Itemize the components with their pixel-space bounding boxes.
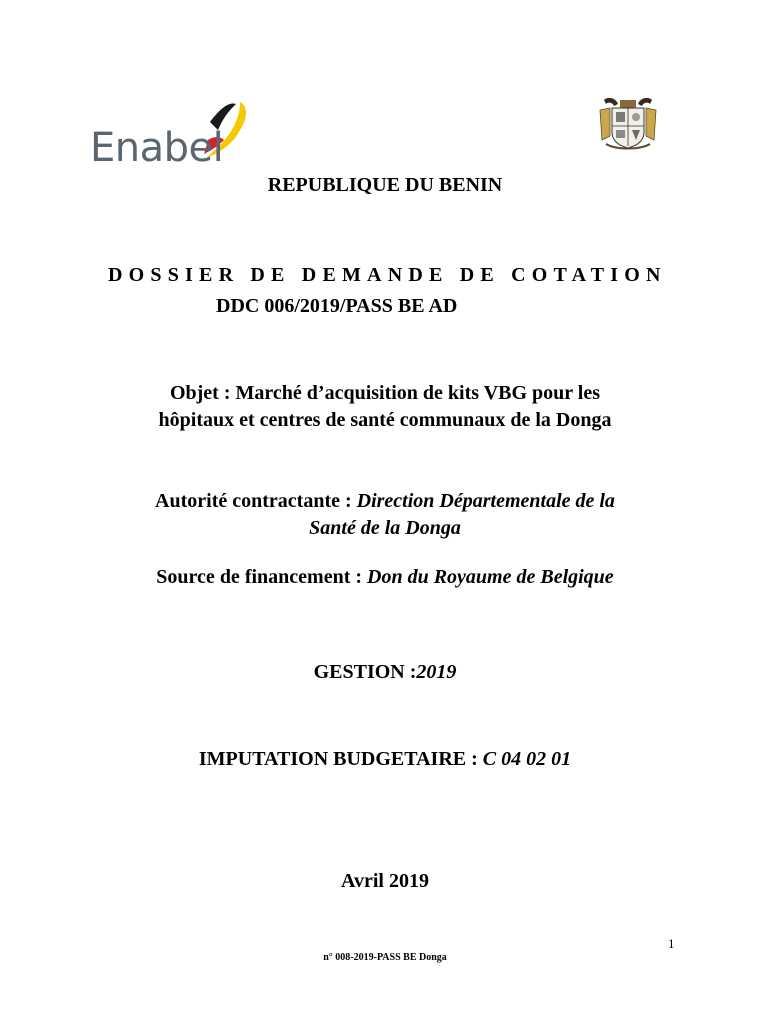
imputation-value: C 04 02 01 bbox=[482, 748, 572, 770]
enabel-wordmark: Enabel bbox=[90, 125, 224, 171]
autorite-line-1 bbox=[0, 488, 770, 515]
dossier-title: DOSSIER DE DEMANDE DE COTATION bbox=[108, 264, 667, 286]
gestion-value: 2019 bbox=[416, 661, 457, 683]
objet-line-1 bbox=[0, 380, 770, 407]
page-number: 1 bbox=[668, 936, 675, 951]
imputation-block bbox=[0, 748, 770, 771]
benin-coat-of-arms-icon bbox=[596, 96, 660, 152]
gestion-label: GESTION : bbox=[313, 661, 417, 683]
source-label: Source de financement : bbox=[156, 566, 368, 588]
autorite-value-line-1: Direction Départementale de la bbox=[356, 490, 615, 512]
objet-value-line-2: hôpitaux et centres de santé communaux de la Donga bbox=[158, 409, 612, 431]
enabel-logo bbox=[90, 100, 260, 170]
autorite-label: Autorité contractante : bbox=[155, 490, 357, 512]
source-block bbox=[0, 566, 770, 589]
imputation-label: IMPUTATION BUDGETAIRE : bbox=[198, 748, 483, 770]
objet-label: Objet : bbox=[169, 382, 236, 404]
autorite-value-line-2: Santé de la Donga bbox=[309, 517, 461, 539]
document-date: Avril 2019 bbox=[341, 870, 429, 892]
objet-block bbox=[0, 380, 770, 434]
source-value: Don du Royaume de Belgique bbox=[367, 566, 614, 588]
reference-number: DDC 006/2019/PASS BE AD bbox=[216, 295, 458, 317]
objet-value-line-1: Marché d’acquisition de kits VBG pour les bbox=[235, 382, 601, 404]
country-title: REPUBLIQUE DU BENIN bbox=[267, 174, 503, 196]
footer-reference: n° 008-2019-PASS BE Donga bbox=[323, 952, 447, 963]
autorite-block bbox=[0, 488, 770, 542]
gestion-block bbox=[0, 661, 770, 684]
